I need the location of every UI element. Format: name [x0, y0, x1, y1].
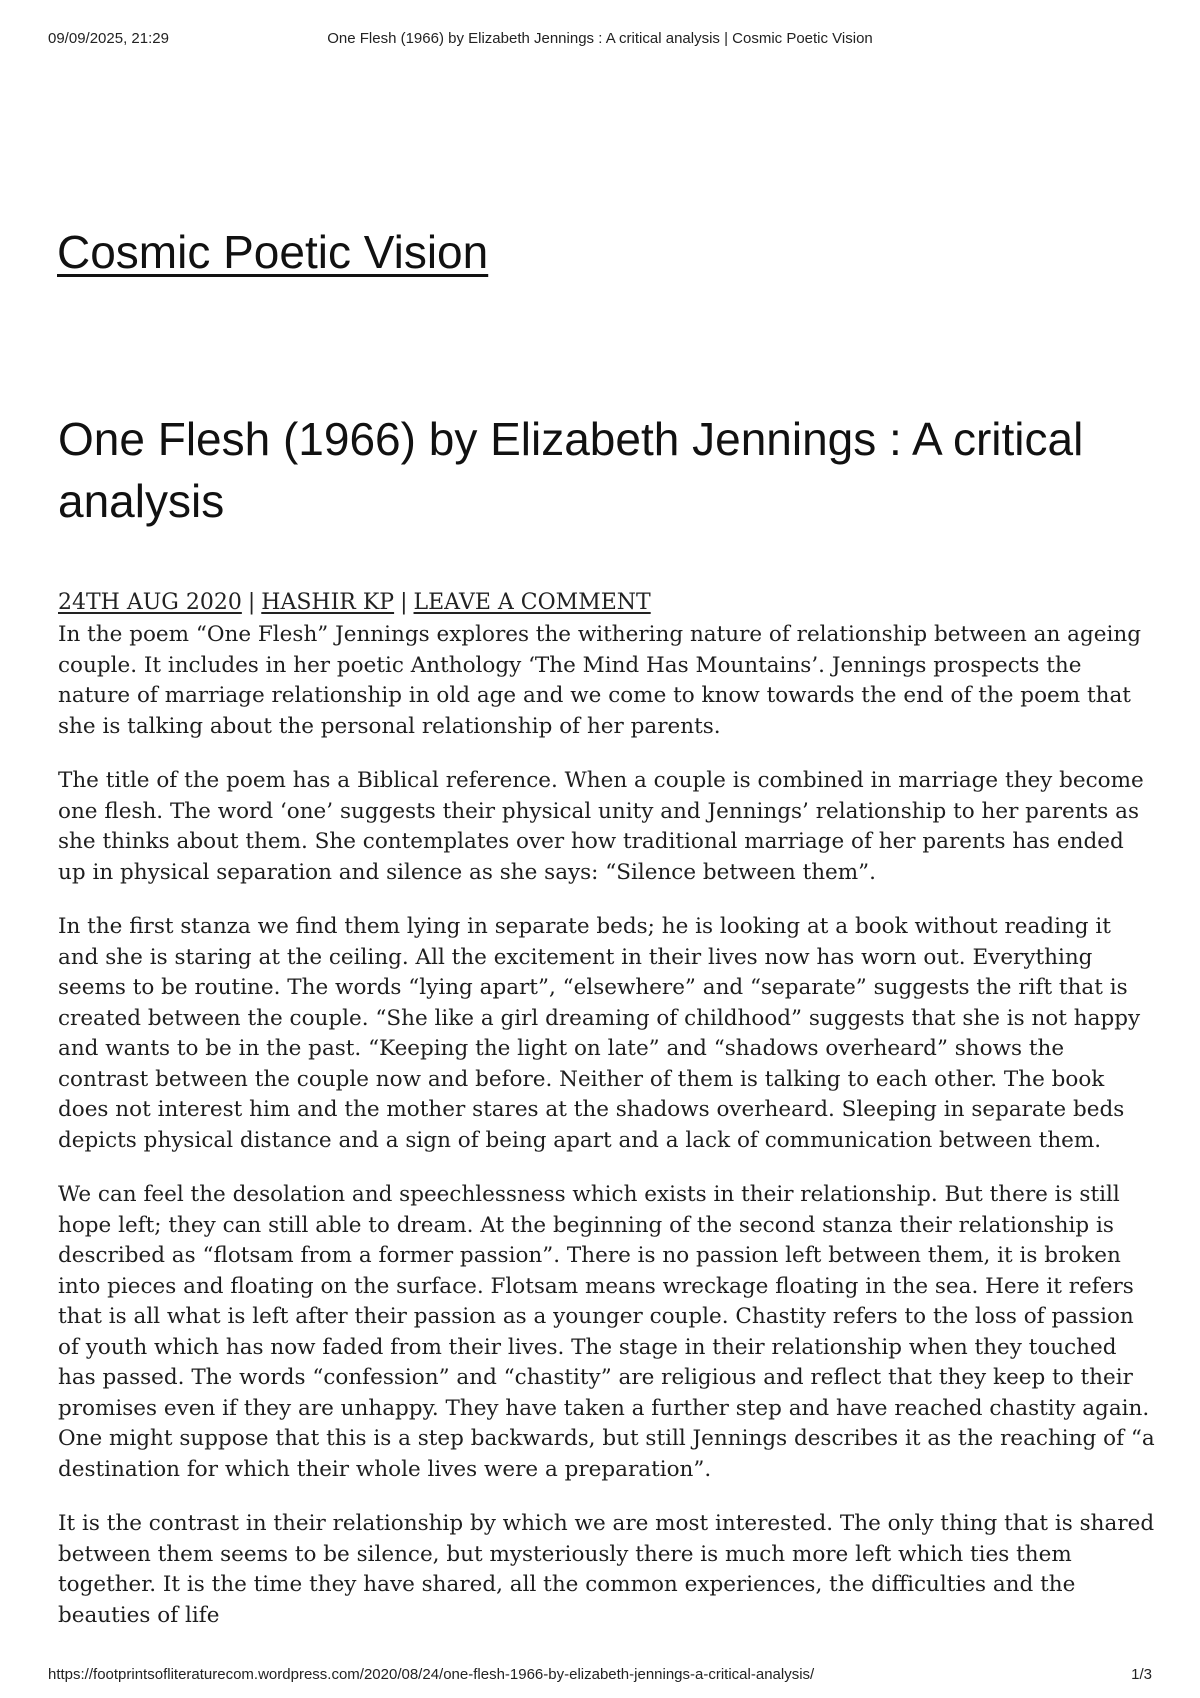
post-content [58, 620, 1158, 1655]
paragraph: In the first stanza we find them lying in separate beds; he is looking at a book without reading it and she is staring at the ceiling. All the excitement in their lives now has worn out. Everything seems to be routine. The words “lying apart”, “elsewhere” and “separate” suggests the rift that is created between the couple. “She like a girl dreaming of childhood” suggests that she is not happy and wants to be in the past. “Keeping the light on late” and “shadows overheard” shows the contrast between the couple now and before. Neither of them is talking to each other. The book does not interest him and the mother stares at the shadows overheard. Sleeping in separate beds depicts physical distance and a sign of being apart and a lack of communication between them. [58, 914, 1141, 1153]
paragraph: It is the contrast in their relationship by which we are most interested. The only thing that is shared between them seems to be silence, but mysteriously there is much more left which ties them together. It is the time they have shared, all the common experiences, the difficulties and the beauties of life [58, 1511, 1155, 1628]
post-date-link[interactable]: 24TH AUG 2020 [58, 590, 242, 615]
print-footer [48, 1666, 1152, 1686]
paragraph: In the poem “One Flesh” Jennings explores the withering nature of relationship between an ageing couple. It includes in her poetic Anthology ‘The Mind Has Mountains’. Jennings prospects the nature of marriage relationship in old age and we come to know towards the end of the poem that she is talking about the personal relationship of her parents. [58, 622, 1141, 739]
leave-comment-link[interactable]: LEAVE A COMMENT [413, 590, 651, 615]
print-url: https://footprintsofliteraturecom.wordpress.com/2020/08/24/one-flesh-1966-by-elizabeth-jennings-a-critical-analysis/ [48, 1666, 815, 1683]
meta-separator: | [247, 590, 256, 615]
site-title[interactable]: Cosmic Poetic Vision [57, 226, 489, 278]
print-date: 09/09/2025, 21:29 [48, 30, 169, 47]
page-number: 1/3 [1131, 1666, 1152, 1683]
paragraph: We can feel the desolation and speechlessness which exists in their relationship. But there is still hope left; they can still able to dream. At the beginning of the second stanza their relationship is described as “flotsam from a former passion”. There is no passion left between them, it is broken into pieces and floating on the surface. Flotsam means wreckage floating in the sea. Here it refers that is all what is left after their passion as a younger couple. Chastity refers to the loss of passion of youth which has now faded from their lives. The stage in their relationship when they touched has passed. The words “confession” and “chastity” are religious and reflect that they keep to their promises even if they are unhappy. They have taken a further step and have reached chastity again. One might suppose that this is a step backwards, but still Jennings describes it as the reaching of “a destination for which their whole lives were a preparation”. [58, 1182, 1155, 1482]
paragraph: The title of the poem has a Biblical reference. When a couple is combined in marriage they become one flesh. The word ‘one’ suggests their physical unity and Jennings’ relationship to her parents as she thinks about them. She contemplates over how traditional marriage of her parents has ended up in physical separation and silence as she says: “Silence between them”. [58, 768, 1144, 885]
print-header [48, 30, 1152, 50]
post-title: One Flesh (1966) by Elizabeth Jennings : A critical analysis [58, 413, 1084, 527]
meta-separator: | [400, 590, 408, 615]
print-document-title: One Flesh (1966) by Elizabeth Jennings : A critical analysis | Cosmic Poetic Vision [327, 30, 873, 47]
author-link[interactable]: HASHIR KP [261, 590, 395, 615]
post-meta [58, 588, 651, 618]
